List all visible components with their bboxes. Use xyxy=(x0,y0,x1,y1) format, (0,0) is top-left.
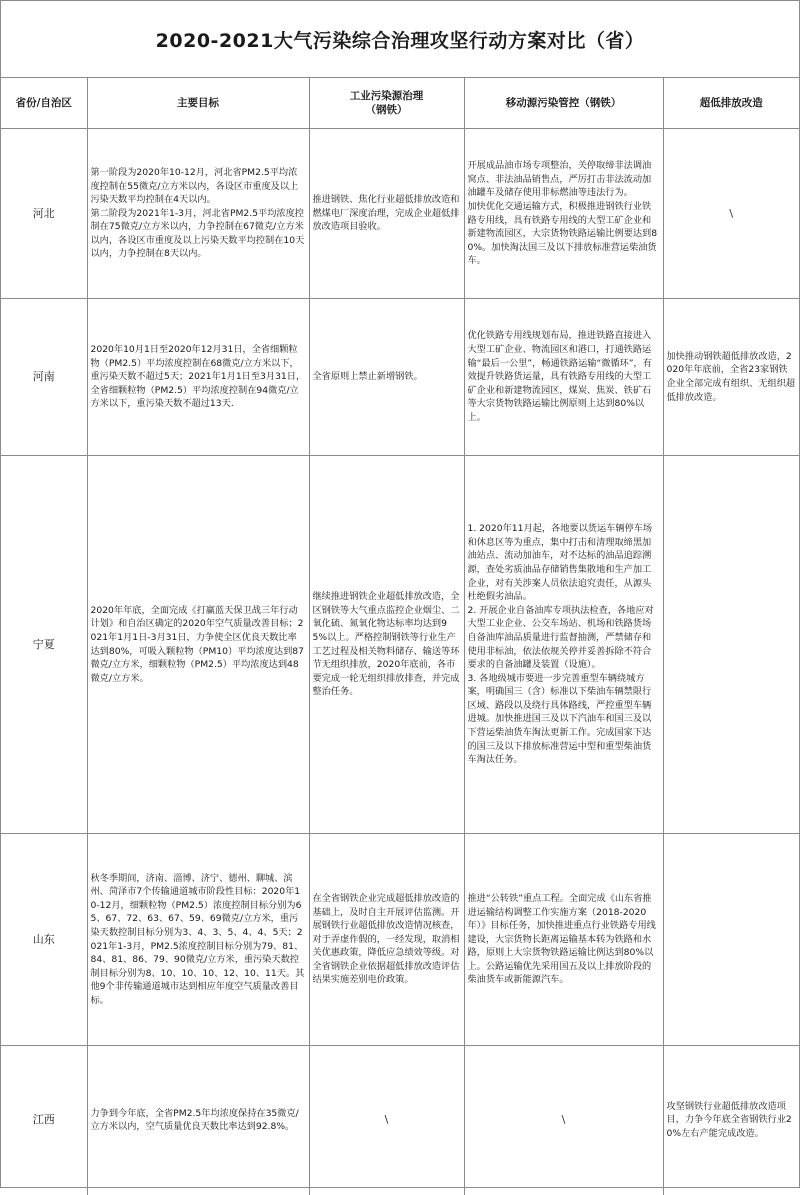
header-industrial xyxy=(309,78,464,129)
cell-paragraph: 加快推动钢铁超低排放改造，2020年年底前，全省23家钢铁企业全部完成有组织、无组织超低排放改造。 xyxy=(666,350,796,403)
header-ultralow: 超低排放改造 xyxy=(663,78,799,129)
province-cell: 江西 xyxy=(1,1046,87,1195)
ultralow-cell xyxy=(663,1046,799,1195)
goals-cell xyxy=(87,299,309,456)
cell-paragraph: 2020年年底，全面完成《打赢蓝天保卫战三年行动计划》和自治区确定的2020年空气质量改善目标；2021年1月1日-3月31日，力争使全区优良天数比率达到80%，可吸入颗粒物（PM10）平均浓度达到87微克/立方米，细颗粒物（PM2.5）平均浓度达到48微克/立方米。 xyxy=(90,604,304,684)
cell-paragraph: 优化铁路专用线规划布局，推进铁路直接进入大型工矿企业、物流园区和港口，打通铁路运输“最后一公里”，畅通铁路运输“微循环”，有效提升铁路货运量，具有铁路专用线的大型工矿企业和新建物流园区，煤炭、焦炭、铁矿石等大宗货物铁路运输比例原则上达到80%以上。 xyxy=(467,330,652,423)
cell-paragraph: 3. 各地级城市要进一步完善重型车辆绕城方案，明确国三（含）标准以下柴油车辆禁限行区域、路段以及绕行具体路线，严控重型车辆进城。加快推进国三及以下汽油车和国三及以下营运柴油货车淘汰更新工作。完成国家下达的国三及以下排放标准营运中型和重型柴油货车淘汰任务。 xyxy=(467,672,652,766)
table-row xyxy=(1,299,799,456)
province-cell: 宁夏 xyxy=(1,456,87,834)
mobile-cell: \ xyxy=(464,1046,663,1195)
mobile-cell xyxy=(464,834,663,1046)
table-header-row xyxy=(1,78,799,129)
cell-paragraph: 攻坚钢铁行业超低排放改造项目，力争今年底全省钢铁行业20%左右产能完成改造。 xyxy=(666,1100,792,1140)
mobile-cell xyxy=(464,129,663,299)
cell-paragraph: 力争到今年底，全省PM2.5年均浓度保持在35微克/立方米以内，空气质量优良天数比率达到92.8%。 xyxy=(90,1107,299,1133)
header-industrial-line1: 工业污染源治理 xyxy=(349,90,424,102)
cell-paragraph: 1. 2020年11月起，各地要以货运车辆停车场和休息区等为重点，集中打击和清理取缔黑加油站点、流动加油车，对不达标的油品追踪溯源，查处劣质油品存储销售集散地和生产加工企业，对有关涉案人员依法追究责任，从源头杜绝假劣油品。 xyxy=(467,523,653,603)
table-row xyxy=(1,1046,799,1195)
cell-paragraph: 加快优化交通运输方式，积极推进钢铁行业铁路专用线，具有铁路专用线的大型工矿企业和新建物流园区，大宗货物铁路运输比例要达到80%。加快淘汰国三及以下排放标准营运柴油货车。 xyxy=(467,200,658,267)
table-row xyxy=(1,834,799,1046)
header-goals: 主要目标 xyxy=(87,78,309,129)
cell-paragraph: 2020年10月1日至2020年12月31日，全省细颗粒物（PM2.5）平均浓度控制在68微克/立方米以下，重污染天数不超过5天；2021年1月1日至3月31日，全省细颗粒物（PM2.5）平均浓度控制在94微克/立方米以下，重污染天数不超过13天. xyxy=(90,344,306,410)
mobile-cell xyxy=(464,456,663,834)
industrial-cell xyxy=(309,299,464,456)
cell-paragraph: 继续推进钢铁企业超低排放改造，全区钢铁等大气重点监控企业烟尘、二氧化硫、氮氧化物达标率均达到95%以上。严格控制钢铁等行业生产工艺过程及相关物料储存、输送等环节无组织排放，2020年底前，各市要完成一轮无组织排放排查，并完成整治任务。 xyxy=(312,591,460,698)
table-row xyxy=(1,456,799,834)
ultralow-cell: \ xyxy=(663,129,799,299)
cell-paragraph: 全省原则上禁止新增钢铁。 xyxy=(312,371,423,383)
mobile-cell xyxy=(464,299,663,456)
industrial-cell: \ xyxy=(309,1046,464,1195)
ultralow-cell xyxy=(663,299,799,456)
ultralow-cell xyxy=(663,456,799,834)
cell-paragraph: 秋冬季期间，济南、淄博、济宁、德州、聊城、滨州、菏泽市7个传输通道城市阶段性目标：2020年10-12月，细颗粒物（PM2.5）浓度控制目标分别为65、67、72、63、67、59、69微克/立方米，重污染天数控制目标分别为3、4、3、5、4、4、5天；2021年1-3月，PM2.5浓度控制目标分别为79、81、84、81、86、79、90微克/立方米，重污染天数控制目标分别为8、10、10、10、12、10、11天。其他9个非传输通道城市达到相应年度空气质量改善目标。 xyxy=(90,872,305,1006)
cell-paragraph: 2. 开展企业自备油库专项执法检查，各地应对大型工业企业、公交车场站、机场和铁路货场自备油库油品质量进行监督抽测，严禁储存和使用非标油，依法依规关停并妥善拆除不符合要求的自备油罐及装置（设施）。 xyxy=(467,604,654,671)
province-cell: 河北 xyxy=(1,129,87,299)
document-title: 2020-2021大气污染综合治理攻坚行动方案对比（省） xyxy=(1,1,799,78)
header-industrial-line2: （钢铁） xyxy=(365,104,408,116)
comparison-table xyxy=(1,78,799,1195)
goals-cell xyxy=(87,834,309,1046)
industrial-cell xyxy=(309,834,464,1046)
cell-paragraph: 开展成品油市场专项整治，关停取缔非法调油窝点、非法油品销售点，严厉打击非法流动加油罐车及储存使用非标燃油等违法行为。 xyxy=(467,160,652,199)
cell-paragraph: 推进钢铁、焦化行业超低排放改造和燃煤电厂深度治理，完成企业超低排放改造项目验收。 xyxy=(312,194,460,233)
industrial-cell xyxy=(309,129,464,299)
industrial-cell xyxy=(309,456,464,834)
cell-paragraph: 第二阶段为2021年1-3月，河北省PM2.5平均浓度控制在75微克/立方米以内，力争控制在67微克/立方米以内，各设区市重度及以上污染天数平均控制在10天以内，力争控制在8天以内。 xyxy=(90,207,305,260)
province-cell: 河南 xyxy=(1,299,87,456)
table-row xyxy=(1,129,799,299)
cell-paragraph: 在全省钢铁企业完成超低排放改造的基础上，及时自主开展评估监测。开展钢铁行业超低排放改造情况核查，对于弄虚作假的，一经发现，取消相关优惠政策，降低应急绩效等级。对全省钢铁企业依据超低排放改造评估结果实施差别电价政策。 xyxy=(312,892,460,986)
header-mobile: 移动源污染管控（钢铁） xyxy=(464,78,663,129)
ultralow-cell xyxy=(663,834,799,1046)
goals-cell xyxy=(87,456,309,834)
table-body xyxy=(1,129,799,1195)
header-province: 省份/自治区 xyxy=(1,78,87,129)
goals-cell xyxy=(87,1046,309,1195)
province-cell: 山东 xyxy=(1,834,87,1046)
cell-paragraph: 推进“公转铁”重点工程。全面完成《山东省推进运输结构调整工作实施方案（2018-2020年）》目标任务，加快推进重点行业铁路专用线建设，大宗货物长距离运输基本转为铁路和水路，原则上大宗货物铁路运输比例达到80%以上。公路运输优先采用国五及以上排放阶段的柴油货车或新能源汽车。 xyxy=(467,892,656,986)
goals-cell xyxy=(87,129,309,299)
cell-paragraph: 第一阶段为2020年10-12月，河北省PM2.5平均浓度控制在55微克/立方米以内，各设区市重度及以上污染天数平均控制在4天以内。 xyxy=(90,166,299,206)
